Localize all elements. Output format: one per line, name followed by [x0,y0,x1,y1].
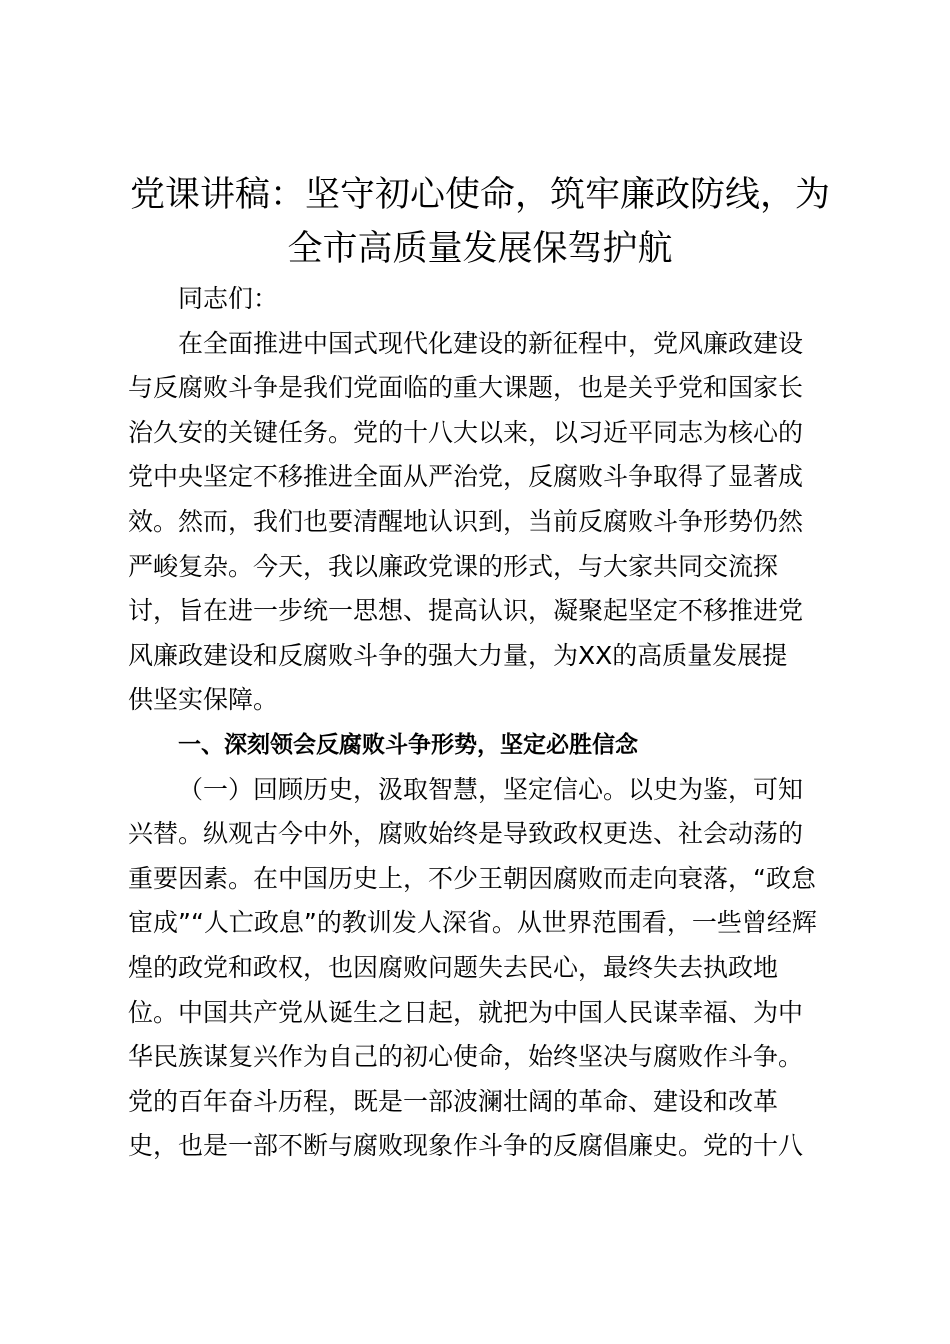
body-line: 史，也是一部不断与腐败现象作斗争的反腐倡廉史。党的十八 [128,1131,804,1161]
body-line: 在全面推进中国式现代化建设的新征程中，党风廉政建设 [178,328,804,358]
body-line: （一）回顾历史，汲取智慧，坚定信心。以史为鉴，可知 [178,774,804,804]
body-line: 煌的政党和政权，也因腐败问题失去民心，最终失去执政地 [128,952,779,982]
body-line: 严峻复杂。今天，我以廉政党课的形式，与大家共同交流探 [128,551,779,581]
title-line-1: 党课讲稿：坚守初心使命，筑牢廉政防线，为 [129,175,830,215]
body-line: 兴替。纵观古今中外，腐败始终是导致政权更迭、社会动荡的 [128,819,804,849]
body-line: 供坚实保障。 [128,685,279,715]
section-heading: 一、深刻领会反腐败斗争形势，坚定必胜信念 [178,731,638,758]
body-line: 重要因素。在中国历史上，不少王朝因腐败而走向衰落，“政怠 [128,863,816,893]
body-line: 党的百年奋斗历程，既是一部波澜壮阔的革命、建设和改革 [128,1086,779,1116]
body-line: 效。然而，我们也要清醒地认识到，当前反腐败斗争形势仍然 [128,506,804,536]
document-body [128,277,833,1169]
body-line: 治久安的关键任务。党的十八大以来，以习近平同志为核心的 [128,417,804,447]
body-line: 同志们： [178,284,279,313]
title-line-2: 全市高质量发展保驾护航 [287,229,673,269]
body-line: 华民族谋复兴作为自己的初心使命，始终坚决与腐败作斗争。 [128,1042,804,1072]
body-line: 讨，旨在进一步统一思想、提高认识，凝聚起坚定不移推进党 [128,596,804,626]
document-title [120,168,840,276]
body-line: 宦成”“人亡政息”的教训发人深省。从世界范围看，一些曾经辉 [128,908,817,938]
body-line: 风廉政建设和反腐败斗争的强大力量，为XX的高质量发展提 [128,640,788,670]
body-line: 位。中国共产党从诞生之日起，就把为中国人民谋幸福、为中 [128,997,804,1027]
body-line: 与反腐败斗争是我们党面临的重大课题，也是关乎党和国家长 [128,373,804,403]
body-line: 党中央坚定不移推进全面从严治党，反腐败斗争取得了显著成 [128,462,804,492]
